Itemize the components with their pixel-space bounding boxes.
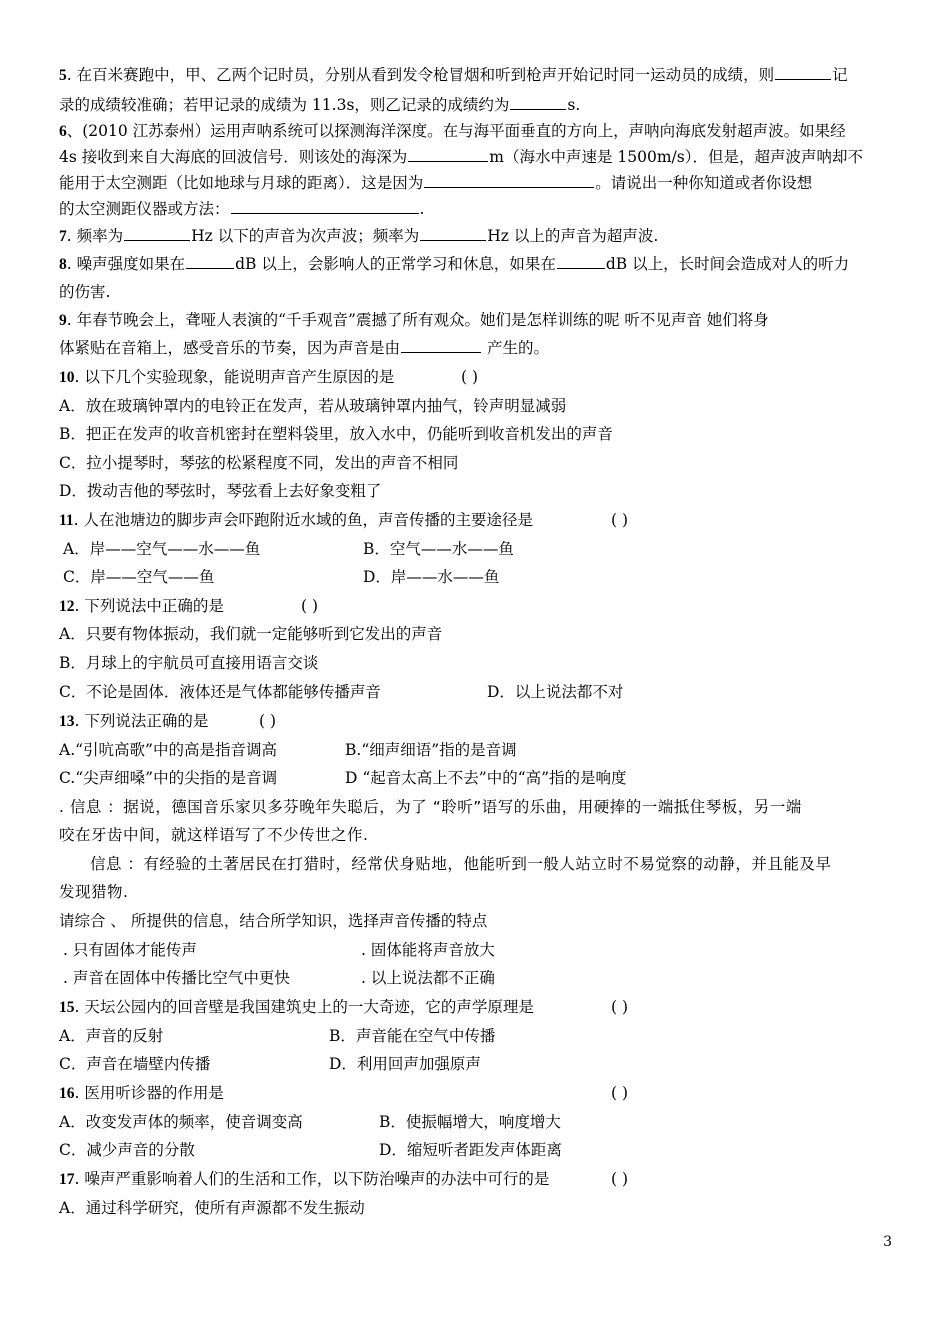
q6-blank1[interactable] — [408, 146, 488, 162]
q14-stem: 请综合 、 所提供的信息，结合所学知识，选择声音传播的特点 — [59, 912, 488, 930]
q8-number: 8 — [59, 256, 67, 273]
q8-blank1[interactable] — [186, 253, 234, 269]
q5-line1: 5. 在百米赛跑中，甲、乙两个记时员，分别从看到发令枪冒烟和听到枪声开始记时同一运动员的成绩，则 记 — [59, 66, 848, 84]
q16-option-a[interactable]: A．改变发声体的频率，使音调变高 — [59, 1113, 303, 1131]
q13-stem: 13. 下列说法正确的是 ( ) — [59, 712, 277, 730]
q11-options-row2 — [63, 566, 910, 588]
q12-options-row — [59, 681, 910, 703]
q12-option-b[interactable]: B．月球上的宇航员可直接用语言交谈 — [59, 654, 319, 672]
q6-line3: 能用于太空测距（比如地球与月球的距离）．这是因为 。请说出一种你知道或者你设想 — [59, 174, 813, 192]
q10-answer-paren[interactable]: ( ) — [461, 368, 479, 386]
q13-answer-paren[interactable]: ( ) — [259, 712, 277, 730]
q8-line2: 的伤害. — [59, 283, 111, 301]
q13-number: 13 — [59, 713, 75, 730]
q7-line: 7. 频率为 Hz 以下的声音为次声波；频率为 Hz 以上的声音为超声波. — [59, 227, 659, 245]
q11-stem: 11. 人在池塘边的脚步声会吓跑附近水域的鱼，声音传播的主要途径是 ( ) — [59, 511, 629, 529]
q15-answer-paren[interactable]: ( ) — [611, 998, 629, 1016]
q11-options-row1 — [63, 538, 910, 560]
q11-option-d[interactable]: D．岸——水——鱼 — [363, 568, 500, 586]
q13-options-row1 — [59, 739, 910, 761]
q17-option-a[interactable]: A．通过科学研究，使所有声源都不发生振动 — [59, 1199, 365, 1217]
q8-blank2[interactable] — [557, 253, 605, 269]
q10-option-d[interactable]: D．拨动吉他的琴弦时，琴弦看上去好象变粗了 — [59, 482, 382, 500]
q15-options-row2 — [59, 1053, 910, 1075]
q13-option-c[interactable]: C.“尖声细嗓”中的尖指的是音调 — [59, 769, 278, 787]
q14-info2-line1: 信息 ：有经验的土著居民在打猎时，经常伏身贴地，他能听到一般人站立时不易觉察的动静，并且能及早 — [90, 855, 832, 873]
page-number: 3 — [883, 1234, 892, 1250]
q13-options-row2 — [59, 767, 910, 789]
q15-option-d[interactable]: D．利用回声加强原声 — [329, 1055, 481, 1073]
q15-option-a[interactable]: A．声音的反射 — [59, 1027, 164, 1045]
q16-option-c[interactable]: C．减少声音的分散 — [59, 1141, 195, 1159]
q12-option-a[interactable]: A．只要有物体振动，我们就一定能够听到它发出的声音 — [59, 625, 443, 643]
q10-option-b[interactable]: B．把正在发声的收音机密封在塑料袋里，放入水中，仍能听到收音机发出的声音 — [59, 425, 613, 443]
q6-number: 6 — [59, 123, 67, 140]
q9-line1: 9. 年春节晚会上，聋哑人表演的“千手观音”震撼了所有观众。她们是怎样训练的呢 听不见声音 她们将身 — [59, 311, 769, 329]
q10-stem: 10. 以下几个实验现象，能说明声音产生原因的是 ( ) — [59, 368, 479, 386]
q11-option-a[interactable]: A．岸——空气——水——鱼 — [63, 540, 261, 558]
q16-options-row2 — [59, 1139, 910, 1161]
q5-blank2[interactable] — [510, 94, 566, 110]
q11-option-c[interactable]: C．岸——空气——鱼 — [63, 568, 215, 586]
q8-line1: 8. 噪声强度如果在 dB 以上，会影响人的正常学习和休息，如果在 dB 以上，长时间会造成对人的听力 — [59, 255, 850, 273]
q9-blank[interactable] — [401, 337, 481, 353]
q12-stem: 12. 下列说法中正确的是 ( ) — [59, 597, 319, 615]
q5-line2: 录的成绩较准确；若甲记录的成绩为 11.3s，则乙记录的成绩约为 s. — [59, 96, 581, 114]
q16-answer-paren[interactable]: ( ) — [611, 1084, 629, 1102]
q14-info1-line1: . 信息 ：据说，德国音乐家贝多芬晚年失聪后，为了 “聆听”语写的乐曲，用硬捧的一端抵住琴板，另一端 — [59, 798, 802, 816]
q10-option-a[interactable]: A．放在玻璃钟罩内的电铃正在发声，若从玻璃钟罩内抽气，铃声明显减弱 — [59, 397, 567, 415]
q12-number: 12 — [59, 598, 75, 615]
q10-number: 10 — [59, 369, 75, 386]
q17-stem: 17. 噪声严重影响着人们的生活和工作，以下防治噪声的办法中可行的是 ( ) — [59, 1170, 629, 1188]
q6-line1: 6、(2010 江苏泰州）运用声呐系统可以探测海洋深度。在与海平面垂直的方向上，声呐向海底发射超声波。如果经 — [59, 122, 846, 140]
q16-option-b[interactable]: B．使振幅增大，响度增大 — [379, 1113, 561, 1131]
q6-blank2[interactable] — [424, 172, 594, 188]
q13-option-a[interactable]: A.“引吭高歌”中的高是指音调高 — [59, 741, 277, 759]
q16-option-d[interactable]: D．缩短听者距发声体距离 — [379, 1141, 562, 1159]
q11-number: 11 — [59, 512, 74, 529]
q7-blank1[interactable] — [124, 225, 190, 241]
q12-option-c[interactable]: C．不论是固体．液体还是气体都能够传播声音 — [59, 683, 381, 701]
q9-number: 9 — [59, 312, 67, 329]
q16-stem: 16. 医用听诊器的作用是 ( ) — [59, 1084, 629, 1102]
q6-blank3[interactable] — [231, 198, 419, 214]
q5-number: 5 — [59, 67, 67, 84]
q13-option-b[interactable]: B.“细声细语”指的是音调 — [345, 741, 517, 759]
q14-info1-line2: 咬在牙齿中间，就这样语写了不少传世之作. — [59, 826, 369, 844]
q15-option-c[interactable]: C．声音在墙壁内传播 — [59, 1055, 211, 1073]
q11-option-b[interactable]: B．空气——水——鱼 — [363, 540, 514, 558]
q14-options-row2 — [63, 967, 910, 989]
q9-line2: 体紧贴在音箱上，感受音乐的节奏，因为声音是由 产生的。 — [59, 339, 549, 357]
q7-number: 7 — [59, 228, 67, 245]
q14-option-c[interactable]: . 声音在固体中传播比空气中更快 — [63, 969, 290, 987]
q6-line2: 4s 接收到来自大海底的回波信号．则该处的海深为 m（海水中声速是 1500m/s）．但是，超声波声呐却不 — [59, 148, 863, 166]
q6-line4: 的太空测距仪器或方法： . — [59, 200, 425, 218]
q17-number: 17 — [59, 1171, 75, 1188]
q12-answer-paren[interactable]: ( ) — [301, 597, 319, 615]
q15-number: 15 — [59, 999, 75, 1016]
q14-option-d[interactable]: . 以上说法都不正确 — [361, 969, 495, 987]
q16-options-row1 — [59, 1111, 910, 1133]
q5-blank1[interactable] — [775, 64, 831, 80]
q14-info2-line2: 发现猎物. — [59, 883, 129, 901]
q12-option-d[interactable]: D．以上说法都不对 — [487, 683, 624, 701]
q10-option-c[interactable]: C．拉小提琴时，琴弦的松紧程度不同，发出的声音不相同 — [59, 454, 459, 472]
q15-options-row1 — [59, 1025, 910, 1047]
q17-answer-paren[interactable]: ( ) — [611, 1170, 629, 1188]
q15-option-b[interactable]: B．声音能在空气中传播 — [329, 1027, 496, 1045]
q14-option-b[interactable]: . 固体能将声音放大 — [361, 941, 495, 959]
q15-stem: 15. 天坛公园内的回音壁是我国建筑史上的一大奇迹，它的声学原理是 ( ) — [59, 998, 629, 1016]
q13-option-d[interactable]: D “起音太高上不去”中的“高”指的是响度 — [345, 769, 627, 787]
q14-option-a[interactable]: . 只有固体才能传声 — [63, 941, 197, 959]
q14-options-row1 — [63, 939, 910, 961]
q7-blank2[interactable] — [420, 225, 486, 241]
q16-number: 16 — [59, 1085, 75, 1102]
q11-answer-paren[interactable]: ( ) — [611, 511, 629, 529]
